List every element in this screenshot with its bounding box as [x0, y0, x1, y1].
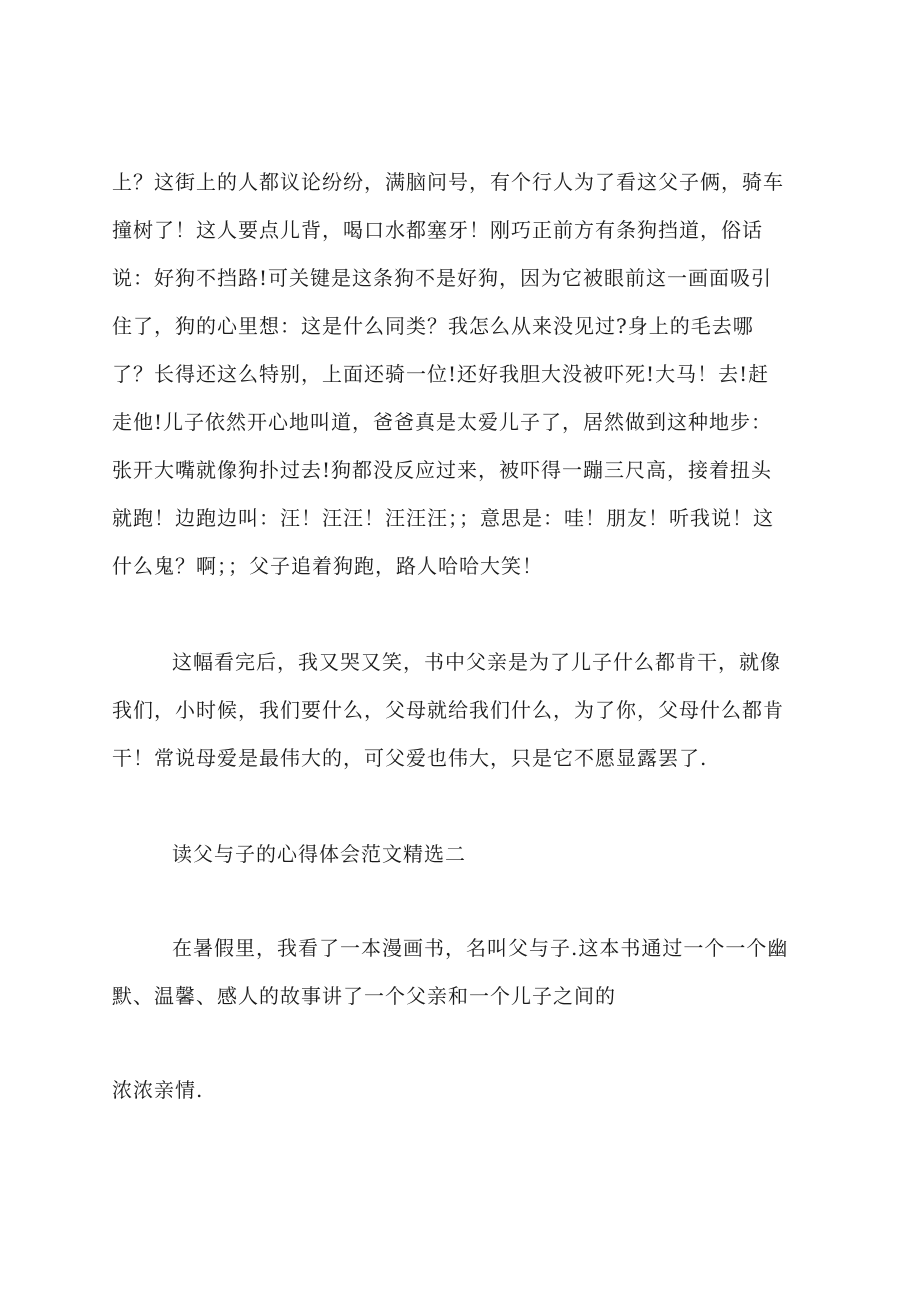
paragraph-line: 说：好狗不挡路!可关键是这条狗不是好狗，因为它被眼前这一画面吸引: [112, 266, 773, 290]
paragraph-line: 什么鬼？啊；；父子追着狗跑，路人哈哈大笑！: [112, 554, 543, 578]
paragraph-line: 了？长得还这么特别，上面还骑一位!还好我胆大没被吓死!大马！去!赶: [112, 362, 770, 386]
paragraph-line: 我们，小时候，我们要什么，父母就给我们什么，为了你，父母什么都肯: [112, 698, 784, 722]
paragraph-line: 就跑！边跑边叫：汪！汪汪！汪汪汪；；意思是：哇！朋友！听我说！这: [112, 506, 774, 530]
paragraph-line: 这幅看完后，我又哭又笑，书中父亲是为了儿子什么都肯干，就像: [172, 650, 781, 674]
paragraph-line: 走他!儿子依然开心地叫道，爸爸真是太爱儿子了，居然做到这种地步：: [112, 410, 773, 434]
paragraph-line: 浓浓亲情.: [112, 1078, 204, 1102]
paragraph-line: 住了，狗的心里想：这是什么同类？我怎么从来没见过?身上的毛去哪: [112, 314, 754, 338]
paragraph-line: 在暑假里，我看了一本漫画书，名叫父与子.这本书通过一个一个幽: [172, 936, 789, 960]
section-heading: 读父与子的心得体会范文精选二: [172, 842, 466, 866]
paragraph-line: 撞树了！这人要点儿背，喝口水都塞牙！刚巧正前方有条狗挡道，俗话: [112, 218, 763, 242]
paragraph-line: 张开大嘴就像狗扑过去!狗都没反应过来，被吓得一蹦三尺高，接着扭头: [112, 458, 773, 482]
paragraph-line: 上？这街上的人都议论纷纷，满脑问号，有个行人为了看这父子俩，骑车: [112, 170, 784, 194]
paragraph-line: 干！常说母爱是最伟大的，可父爱也伟大，只是它不愿显露罢了.: [112, 746, 708, 770]
paragraph-line: 默、温馨、感人的故事讲了一个父亲和一个儿子之间的: [112, 984, 616, 1008]
